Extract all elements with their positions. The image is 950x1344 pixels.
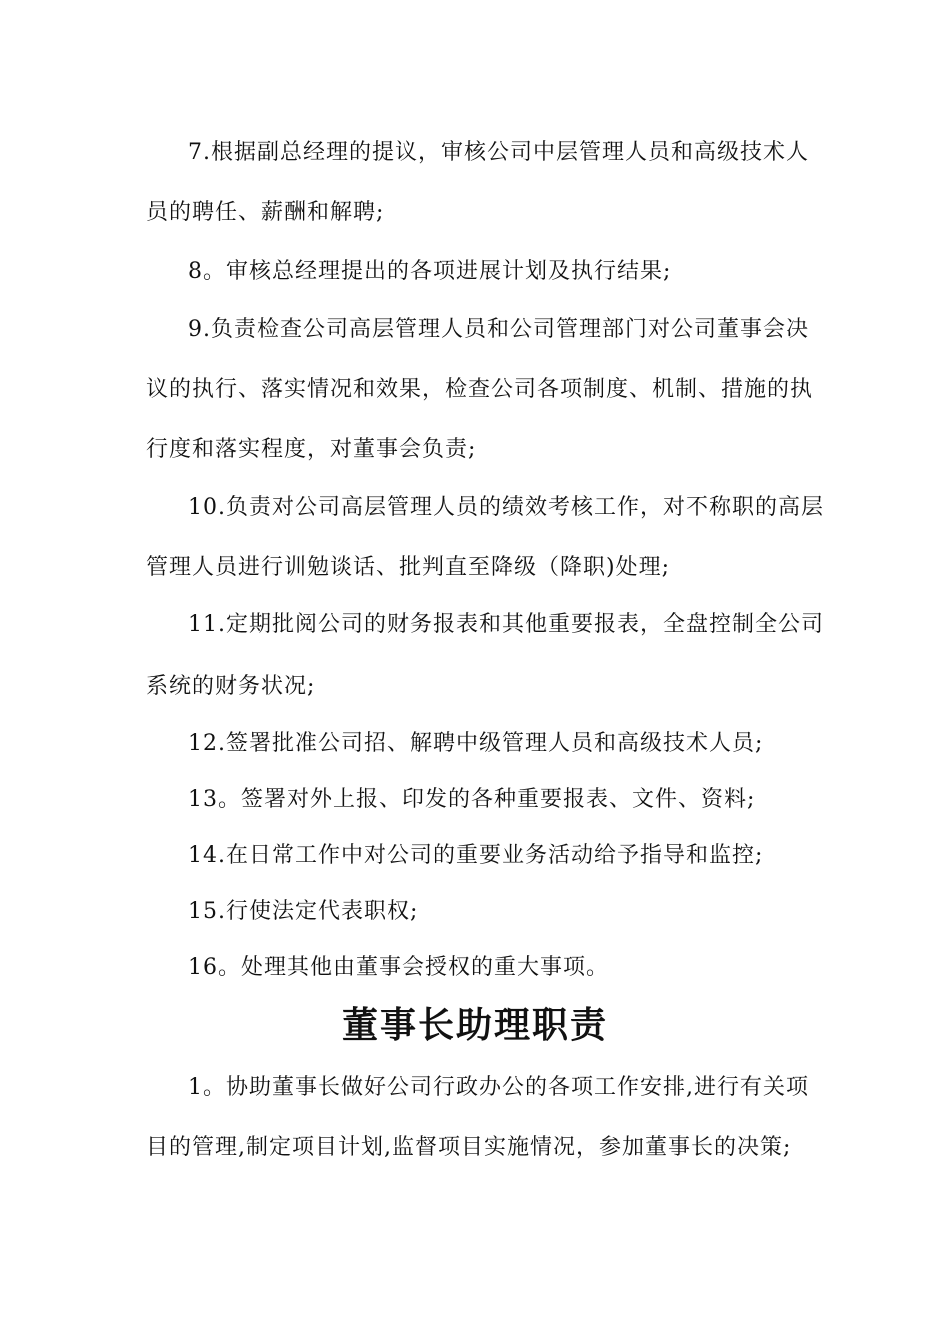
item-10-line-2: 管理人员进行训勉谈话、批判直至降级（降职)处理; bbox=[146, 555, 670, 580]
item-9-line-3: 行度和落实程度，对董事会负责; bbox=[146, 437, 477, 462]
item-14: 14.在日常工作中对公司的重要业务活动给予指导和监控; bbox=[188, 843, 764, 868]
item-7-line-2: 员的聘任、薪酬和解聘; bbox=[146, 200, 385, 225]
item-8: 8。审核总经理提出的各项进展计划及执行结果; bbox=[188, 259, 672, 284]
item-9-line-2: 议的执行、落实情况和效果，检查公司各项制度、机制、措施的执 bbox=[146, 377, 814, 402]
item-12: 12.签署批准公司招、解聘中级管理人员和高级技术人员; bbox=[188, 731, 764, 756]
item-15: 15.行使法定代表职权; bbox=[188, 899, 419, 924]
item-13: 13。签署对外上报、印发的各种重要报表、文件、资料; bbox=[188, 787, 756, 812]
section-title: 董事长助理职责 bbox=[341, 1005, 608, 1046]
assistant-item-1-line-1: 1。协助董事长做好公司行政办公的各项工作安排,进行有关项 bbox=[188, 1075, 809, 1100]
assistant-item-1-line-2: 目的管理,制定项目计划,监督项目实施情况，参加董事长的决策; bbox=[146, 1135, 792, 1160]
item-10-line-1: 10.负责对公司高层管理人员的绩效考核工作，对不称职的高层 bbox=[188, 495, 824, 520]
item-7-line-1: 7.根据副总经理的提议，审核公司中层管理人员和高级技术人 bbox=[188, 140, 809, 165]
item-9-line-1: 9.负责检查公司高层管理人员和公司管理部门对公司董事会决 bbox=[188, 317, 809, 342]
item-11-line-1: 11.定期批阅公司的财务报表和其他重要报表，全盘控制全公司 bbox=[188, 612, 824, 637]
item-16: 16。处理其他由董事会授权的重大事项。 bbox=[188, 955, 609, 980]
item-11-line-2: 系统的财务状况; bbox=[146, 674, 316, 699]
